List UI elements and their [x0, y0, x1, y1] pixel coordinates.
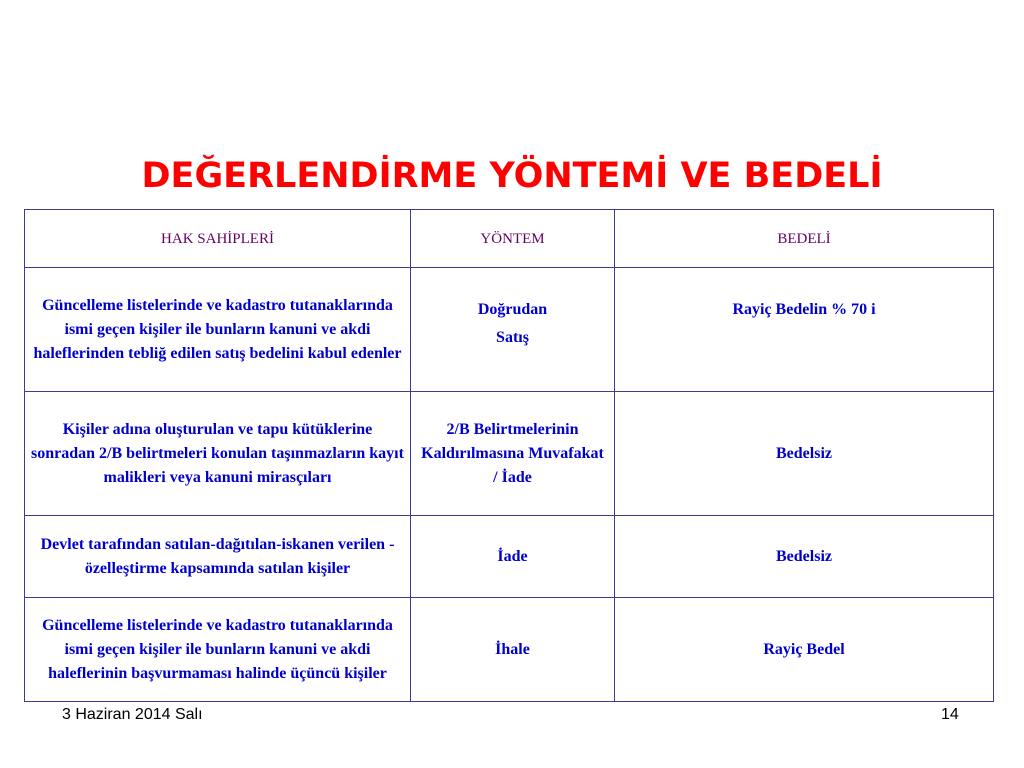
cell-method-line: Doğrudan — [477, 301, 548, 318]
table-row — [25, 392, 994, 516]
cell-price: Bedelsiz — [615, 392, 994, 516]
cell-method-line: Satış — [496, 329, 529, 346]
cell-holders: Güncelleme listelerinde ve kadastro tutanaklarında ismi geçen kişiler ile bunların kanuni ve akdi haleflerinden tebliğ edilen satış bedelini kabul edenler — [25, 268, 411, 392]
cell-holders: Güncelleme listelerinde ve kadastro tutanaklarında ismi geçen kişiler ile bunların kanuni ve akdi haleflerinin başvurmaması halinde üçüncü kişiler — [25, 598, 411, 702]
header-method: YÖNTEM — [411, 210, 615, 268]
cell-holders: Devlet tarafından satılan-dağıtılan-iskanen verilen - özelleştirme kapsamında satılan kişiler — [25, 516, 411, 598]
table-header-row — [25, 210, 994, 268]
table-row — [25, 598, 994, 702]
cell-price: Rayiç Bedelin % 70 i — [615, 268, 994, 392]
slide-title: DEĞERLENDİRME YÖNTEMİ VE BEDELİ — [141, 156, 883, 196]
cell-method — [411, 268, 615, 392]
valuation-table — [24, 209, 994, 702]
cell-price: Bedelsiz — [615, 516, 994, 598]
cell-method: 2/B Belirtmelerinin Kaldırılmasına Muvafakat / İade — [411, 392, 615, 516]
page-number: 14 — [941, 706, 959, 723]
footer-date: 3 Haziran 2014 Salı — [62, 706, 203, 723]
cell-holders: Kişiler adına oluşturulan ve tapu kütüklerine sonradan 2/B belirtmeleri konulan taşınmazların kayıt malikleri veya kanuni mirasçıları — [25, 392, 411, 516]
cell-method: İade — [411, 516, 615, 598]
table-row — [25, 268, 994, 392]
cell-method: İhale — [411, 598, 615, 702]
header-rights-holders: HAK SAHİPLERİ — [25, 210, 411, 268]
header-price: BEDELİ — [615, 210, 994, 268]
cell-price: Rayiç Bedel — [615, 598, 994, 702]
table-row — [25, 516, 994, 598]
